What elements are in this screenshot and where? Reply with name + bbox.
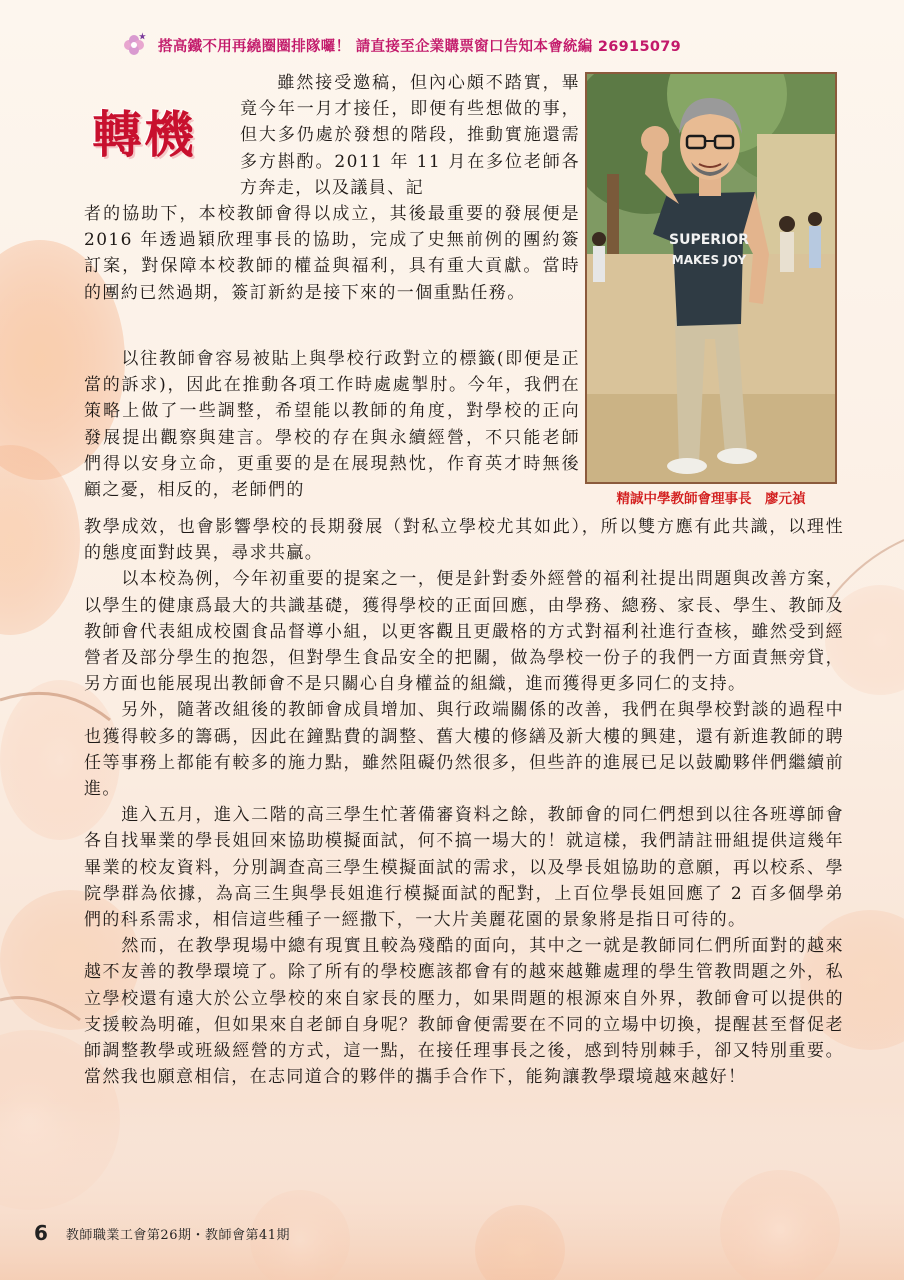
paragraph-6: 然而，在教學現場中總有現實且較為殘酷的面向，其中之一就是教師同仁們所面對的越來越不友善的教學環境了。除了所有的學校應該都會有的越來越難處理的學生管教問題之外，私立學校還有遠大於公立學校的來自家長的壓力，如果問題的根源來自外界，教師會可以提供的支援較為明確，但如果來自老師自身呢？教師會便需要在不同的立場中切換，提醒甚至督促老師調整教學或班級經營的方式，這一點，在接任理事長之後，感到特別棘手，卻又特別重要。當然我也願意相信，在志同道合的夥伴的攜手合作下，能夠讓教學環境越來越好！: [84, 936, 844, 1088]
shirt-text-line1: SUPERIOR: [669, 232, 749, 248]
paragraph-4: 另外，隨著改組後的教師會成員增加、與行政端關係的改善，我們在與學校對談的過程中也獲得較多的籌碼，因此在鐘點費的調整、舊大樓的修繕及新大樓的興建，還有新進教師的聘任等事務上都能有較多的施力點，雖然阻礙仍然很多，但些許的進展已足以鼓勵夥伴們繼續前進。: [84, 700, 844, 800]
paragraph-3: 以本校為例，今年初重要的提案之一，便是針對委外經營的福利社提出問題與改善方案，以學生的健康爲最大的共識基礎，獲得學校的正面回應，由學務、總務、家長、學生、教師及教師會代表組成校園食品督導小組，以更客觀且更嚴格的方式對福利社進行查核，雖然受到經營者及部分學生的抱怨，但對學生食品安全的把關，做為學校一份子的我們一方面責無旁貸，另方面也能展現出教師會不是只關心自身權益的組織，進而獲得更多同仁的支持。: [84, 569, 844, 695]
shirt-text-line2: MAKES JOY: [671, 253, 747, 267]
flower-icon: [120, 31, 148, 59]
page-number: 6: [34, 1221, 48, 1245]
paragraph-2-text-part1: 以往教師會容易被貼上與學校行政對立的標籤(即便是正當的訴求)，因此在推動各項工作時處處掣肘。今年，我們在策略上做了一些調整，希望能以教師的角度，對學校的正向發展提出觀察與建言。學校的存在與永續經營，不只能老師們得以安身立命，更重要的是在展現熱忱，作育英才時無後顧之憂，相反的，老師們的: [84, 349, 580, 501]
publication-info: 教師職業工會第26期・教師會第41期: [65, 1227, 291, 1243]
article-title: 轉機: [92, 105, 196, 164]
portrait-illustration: [587, 74, 835, 482]
main-body: [84, 514, 844, 1090]
paragraph-1-continued: [84, 201, 580, 306]
paragraph-2-text-part2: 教學成效，也會影響學校的長期發展（對私立學校尤其如此），所以雙方應有此共識，以理性的態度面對歧異，尋求共贏。: [84, 517, 844, 564]
intro-text: [240, 70, 580, 201]
paragraph-2: [84, 346, 580, 503]
intro-paragraph: 雖然接受邀稿，但內心頗不踏實，畢竟今年一月才接任，即便有些想做的事，但大多仍處於發想的階段，推動實施還需多方斟酌。2011 年 11 月在多位老師各方奔走，以及議員、記: [240, 73, 580, 198]
banner-text: 搭高鐵不用再繞圈圈排隊囉！ 請直接至企業購票窗口告知本會統編 26915079: [158, 38, 682, 55]
paragraph-5: 進入五月，進入二階的高三學生忙著備審資料之餘，教師會的同仁們想到以往各班導師會各自找畢業的學長姐回來協助模擬面試，何不搞一場大的！就這樣，我們請註冊組提供這幾年畢業的校友資料，分別調查高三學生模擬面試的需求，以及學長姐協助的意願，再以校系、學院學群為依據，為高三生與學長姐進行模擬面試的配對，上百位學長姐回應了 2 百多個學弟們的科系需求，相信這些種子一經撒下，一大片美麗花園的景象將是指日可待的。: [84, 805, 844, 931]
portrait-photo: [585, 72, 837, 484]
page-footer: [34, 1218, 290, 1248]
photo-caption: 精誠中學教師會理事長 廖元禎: [616, 491, 806, 507]
paragraph-1-text: 者的協助下，本校教師會得以成立，其後最重要的發展便是 2016 年透過穎欣理事長的協助，完成了史無前例的團約簽訂案，對保障本校教師的權益與福利，具有重大貢獻。當時的團約已然過期，簽訂新約是接下來的一個重點任務。: [84, 204, 580, 303]
top-banner: [120, 30, 880, 60]
